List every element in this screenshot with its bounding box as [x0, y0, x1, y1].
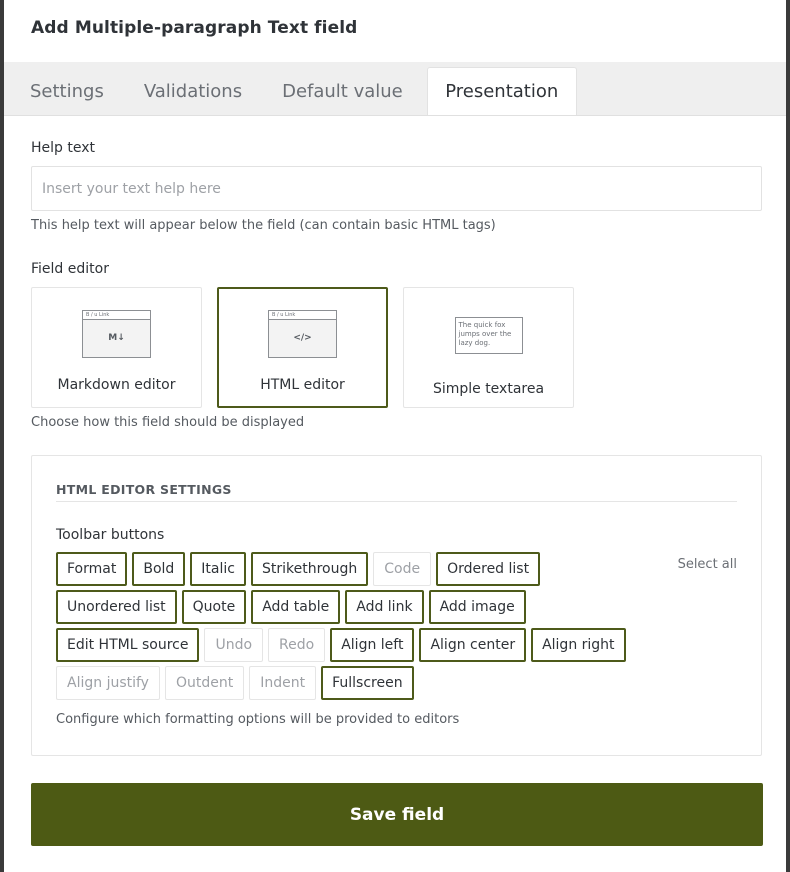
thumbnail-toolbar: B / u Link	[269, 311, 336, 320]
toggle-align-left-button[interactable]: Align left	[330, 628, 414, 662]
toggle-strikethrough-button[interactable]: Strikethrough	[251, 552, 368, 586]
html-editor-option[interactable]	[217, 287, 388, 408]
field-editor-hint: Choose how this field should be displayed	[31, 415, 305, 430]
toolbar-button-row	[56, 666, 737, 700]
toggle-quote-button[interactable]: Quote	[182, 590, 247, 624]
simple-textarea-label: Simple textarea	[432, 381, 545, 397]
toolbar-buttons-label: Toolbar buttons	[56, 527, 165, 543]
toggle-add-table-button[interactable]: Add table	[251, 590, 340, 624]
select-all-link[interactable]: Select all	[677, 557, 737, 572]
code-icon: </>	[293, 333, 312, 343]
toggle-add-image-button[interactable]: Add image	[429, 590, 526, 624]
toolbar-hint: Configure which formatting options will be provided to editors	[56, 712, 460, 727]
toggle-align-justify-button[interactable]: Align justify	[56, 666, 160, 700]
toolbar-button-row	[56, 628, 737, 662]
html-editor-label: HTML editor	[260, 377, 345, 393]
toggle-ordered-list-button[interactable]: Ordered list	[436, 552, 540, 586]
markdown-icon: M↓	[108, 333, 125, 343]
field-editor-options	[31, 287, 759, 408]
toggle-align-right-button[interactable]: Align right	[531, 628, 625, 662]
tab-bar	[4, 62, 786, 116]
toggle-edit-html-source-button[interactable]: Edit HTML source	[56, 628, 199, 662]
toggle-indent-button[interactable]: Indent	[249, 666, 316, 700]
toggle-format-button[interactable]: Format	[56, 552, 127, 586]
html-editor-thumbnail	[268, 310, 337, 358]
tab-validations[interactable]: Validations	[143, 80, 243, 102]
markdown-editor-option[interactable]	[31, 287, 202, 408]
toolbar-button-row	[56, 590, 737, 624]
tab-settings[interactable]: Settings	[30, 80, 104, 102]
toggle-fullscreen-button[interactable]: Fullscreen	[321, 666, 413, 700]
html-editor-settings	[31, 455, 762, 756]
toggle-outdent-button[interactable]: Outdent	[165, 666, 244, 700]
simple-textarea-option[interactable]	[403, 287, 574, 408]
thumbnail-toolbar: B / u Link	[83, 311, 150, 320]
toggle-redo-button[interactable]: Redo	[268, 628, 325, 662]
help-text-hint: This help text will appear below the field (can contain basic HTML tags)	[31, 218, 496, 233]
textarea-thumbnail: The quick fox jumps over the lazy dog.	[455, 317, 523, 354]
toggle-add-link-button[interactable]: Add link	[345, 590, 423, 624]
settings-section-title: HTML EDITOR SETTINGS	[56, 482, 737, 502]
help-text-label: Help text	[31, 140, 95, 156]
toggle-align-center-button[interactable]: Align center	[419, 628, 526, 662]
toggle-italic-button[interactable]: Italic	[190, 552, 246, 586]
markdown-editor-label: Markdown editor	[57, 377, 176, 393]
markdown-editor-thumbnail	[82, 310, 151, 358]
toolbar-buttons-group	[56, 552, 737, 700]
help-text-input[interactable]	[31, 166, 762, 211]
toggle-bold-button[interactable]: Bold	[132, 552, 185, 586]
toolbar-button-row	[56, 552, 737, 586]
tab-presentation[interactable]: Presentation	[427, 67, 577, 115]
field-editor-label: Field editor	[31, 261, 109, 277]
toggle-code-button[interactable]: Code	[373, 552, 431, 586]
toggle-unordered-list-button[interactable]: Unordered list	[56, 590, 177, 624]
tab-default-value[interactable]: Default value	[282, 80, 403, 102]
save-field-button[interactable]: Save field	[31, 783, 763, 846]
toggle-undo-button[interactable]: Undo	[204, 628, 263, 662]
modal-title: Add Multiple-paragraph Text field	[31, 18, 358, 38]
presentation-panel	[4, 140, 786, 756]
